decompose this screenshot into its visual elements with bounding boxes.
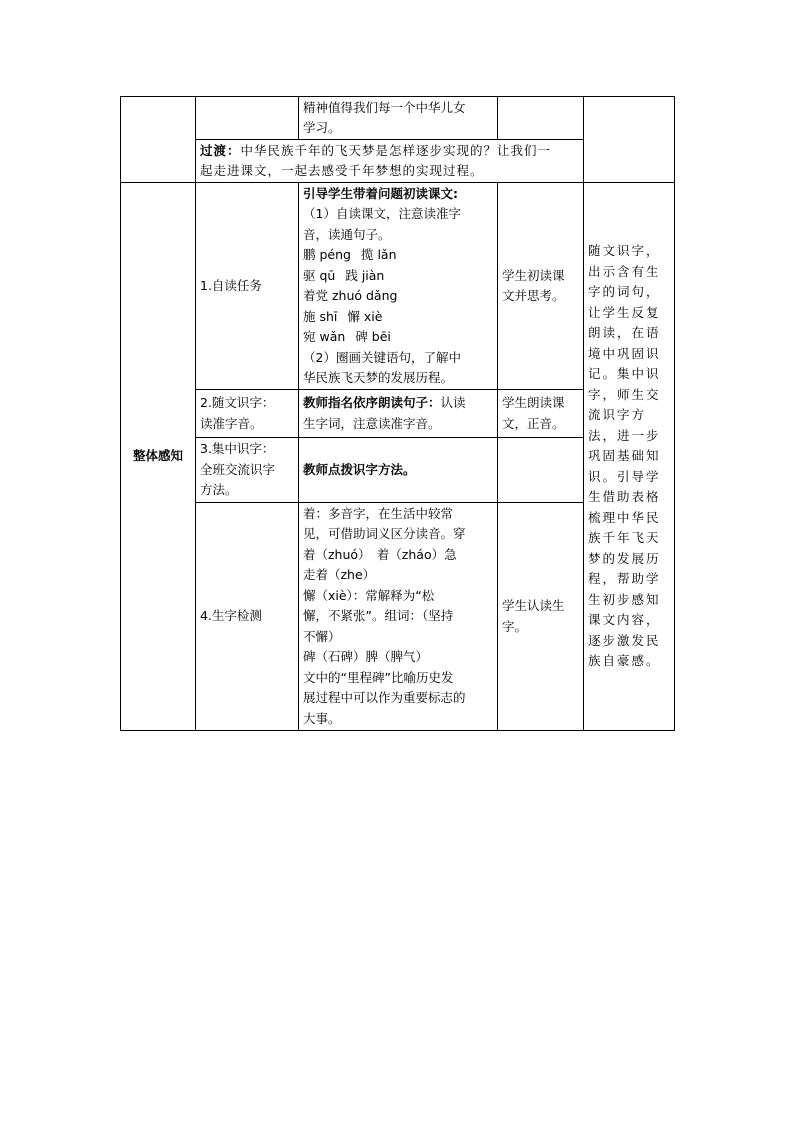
table-row	[121, 183, 675, 390]
text-line: 展过程中可以作为重要标志的	[303, 690, 466, 706]
student-activity-cell	[498, 390, 584, 438]
section-title: 整体感知	[121, 183, 196, 731]
text-line: 学生初读课	[502, 267, 565, 283]
task-cell: 1.自读任务	[196, 183, 299, 390]
text-line: 方法。	[200, 482, 238, 498]
pinyin-line	[303, 327, 493, 348]
text-line: 华民族飞天梦的发展历程。	[303, 370, 454, 385]
teacher-activity-cell	[299, 97, 498, 140]
text-line: 全班交流识字	[200, 461, 276, 477]
transition-label: 过渡：	[200, 142, 241, 158]
text-line: 着（zhuó） 着（zháo）急	[303, 546, 457, 562]
text-line: 精神值得我们每一个中华儿女	[303, 99, 466, 115]
task-cell	[196, 390, 299, 438]
pinyin-word: 施 shī	[303, 308, 338, 324]
student-activity-cell	[498, 503, 584, 731]
teacher-activity-cell	[299, 183, 498, 390]
text-line: 懈（xiè）：常解释为“松	[303, 587, 435, 603]
text-line: 文，正音。	[502, 415, 565, 431]
pinyin-word: 碑 bēi	[355, 329, 391, 344]
pinyin-line	[303, 307, 493, 328]
text-line: 读准字音。	[200, 415, 263, 431]
text-line: 3.集中识字：	[200, 441, 275, 457]
student-activity-cell	[498, 183, 584, 390]
transition-text: 中华民族千年的飞天梦是怎样逐步实现的？让我们一	[240, 142, 552, 158]
text-line: 学生朗读课	[502, 395, 565, 410]
teacher-activity-cell	[299, 390, 498, 438]
text-line: 学生认读生	[502, 598, 565, 613]
pinyin-word: 揽 lǎn	[360, 247, 397, 262]
task-cell: 4.生字检测	[196, 503, 299, 731]
text-line: 学习。	[303, 120, 341, 135]
teacher-activity-title: 教师指名依序朗读句子：	[303, 395, 441, 410]
empty-cell	[498, 438, 584, 503]
teacher-activity-cell	[299, 503, 498, 731]
text-line: 大事。	[303, 710, 341, 726]
lesson-plan-table	[120, 96, 675, 731]
pinyin-word: 鹏 péng	[303, 247, 351, 262]
pinyin-line: 着党 zhuó dǎng	[303, 288, 398, 303]
text-line: 字。	[502, 618, 528, 634]
empty-cell	[196, 97, 299, 140]
design-intent-note: 随文识字，出示含有生字的词句，让学生反复朗读，在语境中巩固识记。集中识字，师生交流识字方法，进一步巩固基础知识。引导学生借助表格梳理中华民族千年飞天梦的发展历程，帮助学生初步感知课文内容，逐步激发民族自豪感。	[584, 183, 675, 731]
text-line: 认读	[440, 395, 466, 410]
text-line: 懈，不紧张”。组词：（坚持	[303, 608, 454, 624]
transition-cell	[196, 140, 584, 183]
pinyin-word: 宛 wǎn	[303, 329, 346, 344]
pinyin-word: 践 jiàn	[345, 267, 385, 283]
text-line: 着：多音字，在生活中较常	[303, 505, 454, 521]
text-line: 碑（石碑）脾（脾气）	[303, 649, 429, 665]
empty-cell	[121, 97, 196, 183]
text-line: 见，可借助词义区分读音。穿	[303, 526, 466, 542]
empty-cell	[498, 97, 584, 140]
pinyin-line	[303, 245, 493, 266]
text-line: 不懈）	[303, 628, 341, 644]
text-line: （1）自读课文，注意读准字	[303, 206, 461, 221]
transition-text: 起走进课文，一起去感受千年梦想的实现过程。	[200, 163, 484, 178]
text-line: 2.随文识字：	[200, 395, 275, 410]
continuation-row	[121, 97, 675, 140]
teacher-activity-cell: 教师点拨识字方法。	[299, 438, 498, 503]
text-line: （2）圈画关键语句，了解中	[303, 349, 461, 365]
teacher-activity-title: 引导学生带着问题初读课文:	[303, 185, 458, 201]
pinyin-line	[303, 266, 493, 287]
text-line: 音，读通句子。	[303, 226, 391, 242]
text-line: 走着（zhe）	[303, 567, 376, 583]
task-cell	[196, 438, 299, 503]
empty-cell	[584, 97, 675, 183]
pinyin-word: 懈 xiè	[347, 308, 383, 324]
text-line: 文中的“里程碑”比喻历史发	[303, 669, 454, 685]
text-line: 生字词，注意读准字音。	[303, 415, 441, 431]
pinyin-word: 驱 qū	[303, 267, 336, 283]
text-line: 文并思考。	[502, 288, 565, 303]
